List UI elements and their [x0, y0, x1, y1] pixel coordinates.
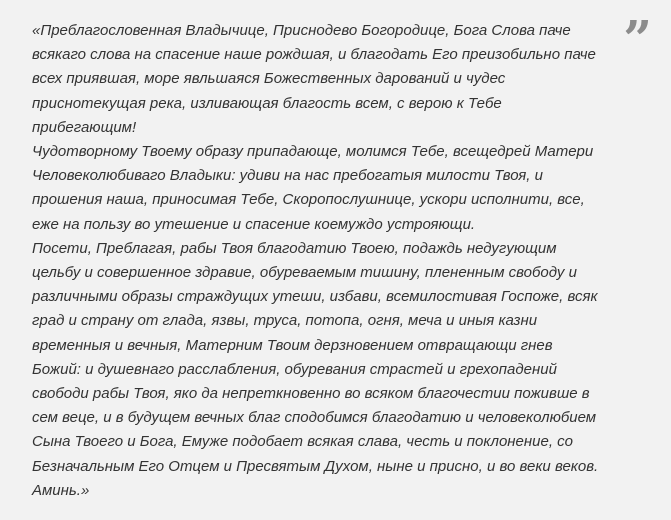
prayer-line: Чудотворному Твоему образу припадающе, молимся Тебе, всещедрей Матери — [32, 143, 594, 161]
prayer-line: всякаго слова на спасение наше рождшая, и благодать Его преизобильно паче — [32, 46, 596, 64]
prayer-line: сем веце, и в будущем вечных благ сподобимся благодатию и человеколюбием — [32, 409, 597, 427]
prayer-line: Безначальным Его Отцем и Пресвятым Духом, ныне и присно, и во веки веков. — [32, 457, 599, 475]
prayer-line: приснотекущая река, изливающая благость всем, с верою к Тебе — [32, 94, 502, 112]
prayer-line: цельбу и совершенное здравие, обуреваемым тишину, плененным свободу и — [32, 264, 577, 282]
prayer-line: прошения наша, приносимая Тебе, Скоропослушнице, ускори исполнити, все, — [32, 191, 585, 209]
prayer-line: Человеколюбиваго Владыки: удиви на нас пребогатыя милости Твоя, и — [32, 167, 543, 185]
prayer-line: всех приявшая, море явльшаяся Божественных дарований и чудес — [32, 70, 506, 88]
prayer-line: Посети, Преблагая, рабы Твоя благодатию Твоею, подаждь недугующим — [32, 239, 557, 257]
prayer-line: Сына Твоего и Бога, Емуже подобает всякая слава, честь и поклонение, со — [32, 433, 573, 451]
prayer-line: еже на пользу во утешение и спасение коемуждо устрояющи. — [32, 215, 476, 233]
prayer-line: Аминь.» — [32, 481, 90, 499]
prayer-line: Божий: и душевнаго расслабления, обуревания страстей и грехопадений — [32, 360, 557, 378]
prayer-line: различными образы страждущих утеши, избави, всемилостивая Госпоже, всяк — [32, 288, 598, 306]
prayer-line: временныя и вечныя, Матерним Твоим дерзновением отвращающи гнев — [32, 336, 553, 354]
prayer-line: свободи рабы Твоя, яко да непреткновенно во всяком благочестии поживше в — [32, 385, 590, 403]
quote-mark-icon: ” — [623, 9, 649, 68]
prayer-line: «Преблагословенная Владычице, Приснодево Богородице, Бога Слова паче — [32, 22, 571, 39]
prayer-line: прибегающим! — [32, 118, 137, 136]
prayer-line: град и страну от глада, язвы, труса, потопа, огня, меча и иныя казни — [32, 312, 538, 330]
prayer-text — [32, 19, 671, 503]
